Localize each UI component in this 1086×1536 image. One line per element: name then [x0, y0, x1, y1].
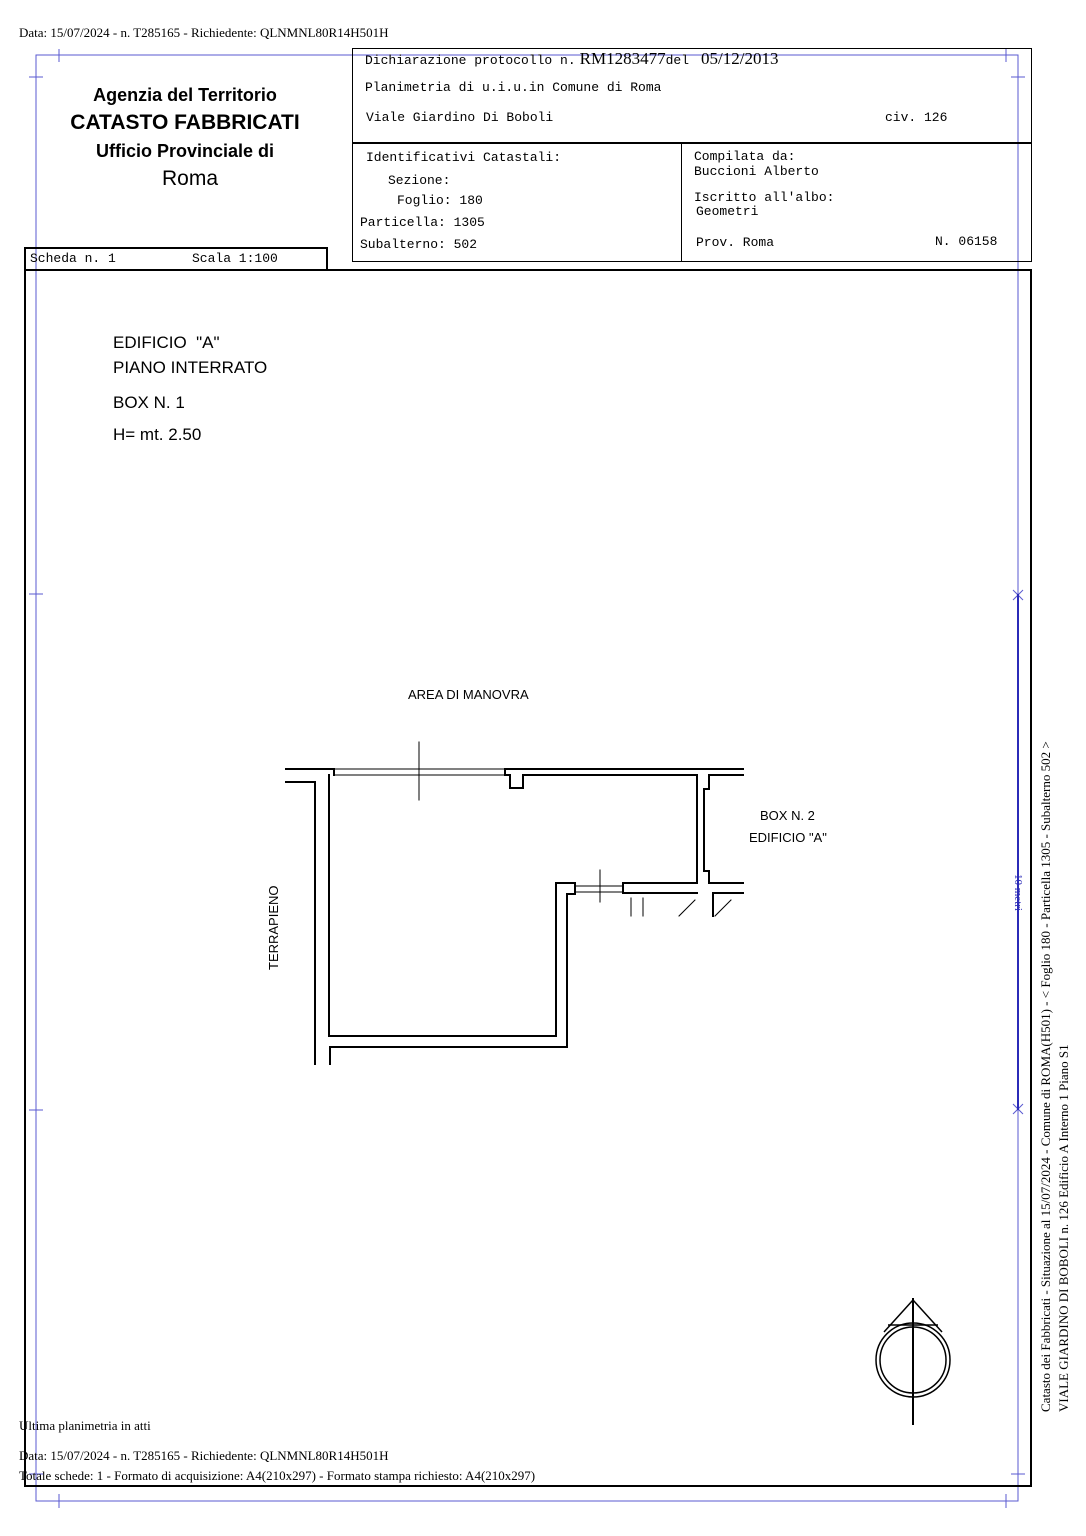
box-number-label: BOX N. 1 [113, 393, 185, 412]
wall-lower-right [623, 883, 697, 893]
compilata-name: Buccioni Alberto [694, 164, 819, 179]
scale-label: Scala 1:100 [192, 251, 278, 266]
ufficio-label: Ufficio Provinciale di [95, 141, 275, 161]
foglio-field: Foglio: 180 [397, 193, 483, 208]
wall-top-inner [505, 769, 697, 883]
wall-top-left-stub [286, 769, 334, 775]
declaration-prefix: Dichiarazione protocollo n. [365, 53, 576, 68]
box2-label: BOX N. 2 [760, 808, 815, 823]
compilata-title: Compilata da: [694, 149, 796, 164]
wall-room-outer [330, 894, 575, 1047]
declaration-date: 05/12/2013 [701, 49, 779, 68]
area-manovra-label: AREA DI MANOVRA [408, 687, 529, 702]
north-arrow-icon [870, 1295, 960, 1430]
side-info-line-2: VIALE GIARDINO DI BOBOLI n. 126 Edificio A Interno 1 Piano S1 [1056, 1044, 1071, 1412]
planimetria-line: Planimetria di u.i.u.in Comune di Roma [365, 80, 662, 95]
box2-edificio-label: EDIFICIO "A" [749, 830, 827, 845]
scheda-label: Scheda n. 1 [30, 251, 116, 266]
wall-room-inner [329, 775, 575, 1036]
ufficio-city: Roma [161, 167, 219, 190]
agency-name: Agenzia del Territorio [93, 85, 277, 105]
wall-left-outer [286, 782, 315, 1064]
albo-number: N. 06158 [935, 234, 998, 249]
footer-totale-line: Totale schede: 1 - Formato di acquisizione: A4(210x297) - Formato stampa richiesto: A4(210x297) [19, 1468, 536, 1483]
sezione-field: Sezione: [388, 173, 451, 188]
hatch-4 [715, 900, 731, 916]
footer-data-line: Data: 15/07/2024 - n. T285165 - Richiedente: QLNMNL80R14H501H [19, 1448, 389, 1463]
declaration-number: RM1283477 [579, 49, 666, 68]
provincia-value: Prov. Roma [696, 235, 775, 250]
top-info-line: Data: 15/07/2024 - n. T285165 - Richiedente: QLNMNL80R14H501H [19, 25, 389, 40]
iscritto-label: Iscritto all'albo: [694, 190, 835, 205]
subalterno-field: Subalterno: 502 [360, 237, 478, 252]
hatch-3 [679, 900, 695, 916]
identificativi-title: Identificativi Catastali: [366, 150, 562, 165]
edificio-label: EDIFICIO "A" [113, 333, 220, 352]
catasto-title: CATASTO FABBRICATI [70, 111, 300, 134]
civic-number: civ. 126 [885, 110, 948, 125]
albo-value: Geometri [696, 204, 759, 219]
ultima-planimetria: Ultima planimetria in atti [19, 1418, 151, 1433]
height-label: H= mt. 2.50 [113, 425, 202, 444]
particella-field: Particella: 1305 [360, 215, 485, 230]
piano-label: PIANO INTERRATO [113, 358, 268, 377]
side-info-line-1: Catasto dei Fabbricati - Situazione al 15/07/2024 - Comune di ROMA(H501) - < Foglio 180 - Particella 1305 - Subalterno 502 > [1038, 741, 1053, 1412]
terrapieno-label: TERRAPIENO [266, 885, 281, 970]
scale-bar-label: 10 metri [1012, 874, 1024, 911]
declaration-del: del [665, 53, 690, 68]
address-line: Viale Giardino Di Boboli [366, 110, 554, 125]
wall-partition-right [704, 775, 743, 883]
